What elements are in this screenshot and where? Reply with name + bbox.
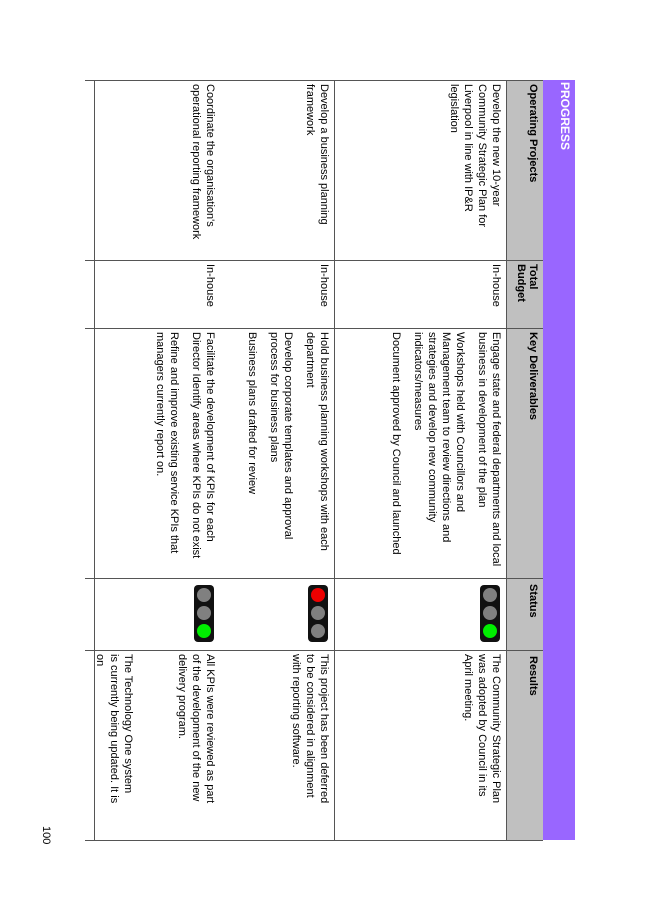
project-name: Develop a business planning framework: [304, 84, 330, 225]
grid-line: [85, 840, 543, 841]
project-budget: In-house: [490, 264, 502, 307]
project-results: The Technology One system is currently being updated. It is on: [94, 654, 134, 804]
project-name: Coordinate the organisation's operational reporting framework: [190, 84, 216, 240]
deliverable-item: Develop corporate templates and approval process for business plans: [268, 332, 294, 540]
project-name: Develop the new 10-year Community Strategic Plan for Liverpool in line with IP&R legislation: [448, 84, 502, 228]
grid-line: [506, 80, 507, 840]
project-results: The Community Strategic Plan was adopted by Council in its April meeting.: [462, 654, 502, 804]
deliverables-list: [381, 328, 503, 572]
lamp-light-red: [311, 588, 325, 602]
grid-line: [334, 80, 335, 840]
header-key-deliverables: Key Deliverables: [527, 332, 539, 421]
project-results: All KPIs were reviewed as part of the development of the new delivery program.: [176, 654, 216, 804]
deliverable-item: Document approved by Council and launched: [390, 332, 402, 555]
deliverable-item: Refine and improve existing service KPIs that managers currently report on.: [154, 332, 180, 554]
grid-line: [85, 578, 543, 579]
header-results: Results: [527, 656, 539, 696]
lamp-light-green: [483, 624, 497, 638]
deliverable-item: Facilitate the development of KPIs for each Director Identify areas where KPIs do not exist: [190, 332, 216, 559]
lamp-light: [311, 606, 325, 620]
lamp-light-green: [197, 624, 211, 638]
page-number: [40, 826, 54, 846]
section-title: PROGRESS: [558, 82, 572, 151]
status-traffic-light: [308, 585, 328, 642]
project-budget: In-house: [204, 264, 216, 307]
status-traffic-light: [480, 585, 500, 642]
project-budget: In-house: [318, 264, 330, 307]
header-total-budget: Total Budget: [515, 264, 539, 302]
header-operating-projects: Operating Projects: [527, 84, 539, 183]
lamp-light: [197, 606, 211, 620]
lamp-light: [483, 606, 497, 620]
lamp-light: [311, 624, 325, 638]
deliverable-item: Hold business planning workshops with each department: [304, 332, 330, 551]
rotated-page: [85, 80, 575, 840]
lamp-light: [483, 588, 497, 602]
project-results: This project has been deferred to be considered in alignment with reporting software.: [290, 654, 330, 804]
lamp-light: [197, 588, 211, 602]
grid-line: [85, 260, 543, 261]
page-number-text: 100: [40, 826, 52, 845]
deliverable-item: Business plans drafted for review: [246, 332, 258, 495]
section-banner: [543, 80, 575, 840]
deliverable-item: Engage state and federal departments and local business in development of the plan: [476, 332, 502, 567]
deliverables-list: [237, 328, 331, 572]
deliverable-item: Workshops held with Councillors and Management team to review directions and strategies and develop new community indicators/measures: [412, 332, 466, 543]
status-traffic-light: [194, 585, 214, 642]
header-status: Status: [527, 584, 539, 618]
deliverables-list: [145, 328, 217, 572]
